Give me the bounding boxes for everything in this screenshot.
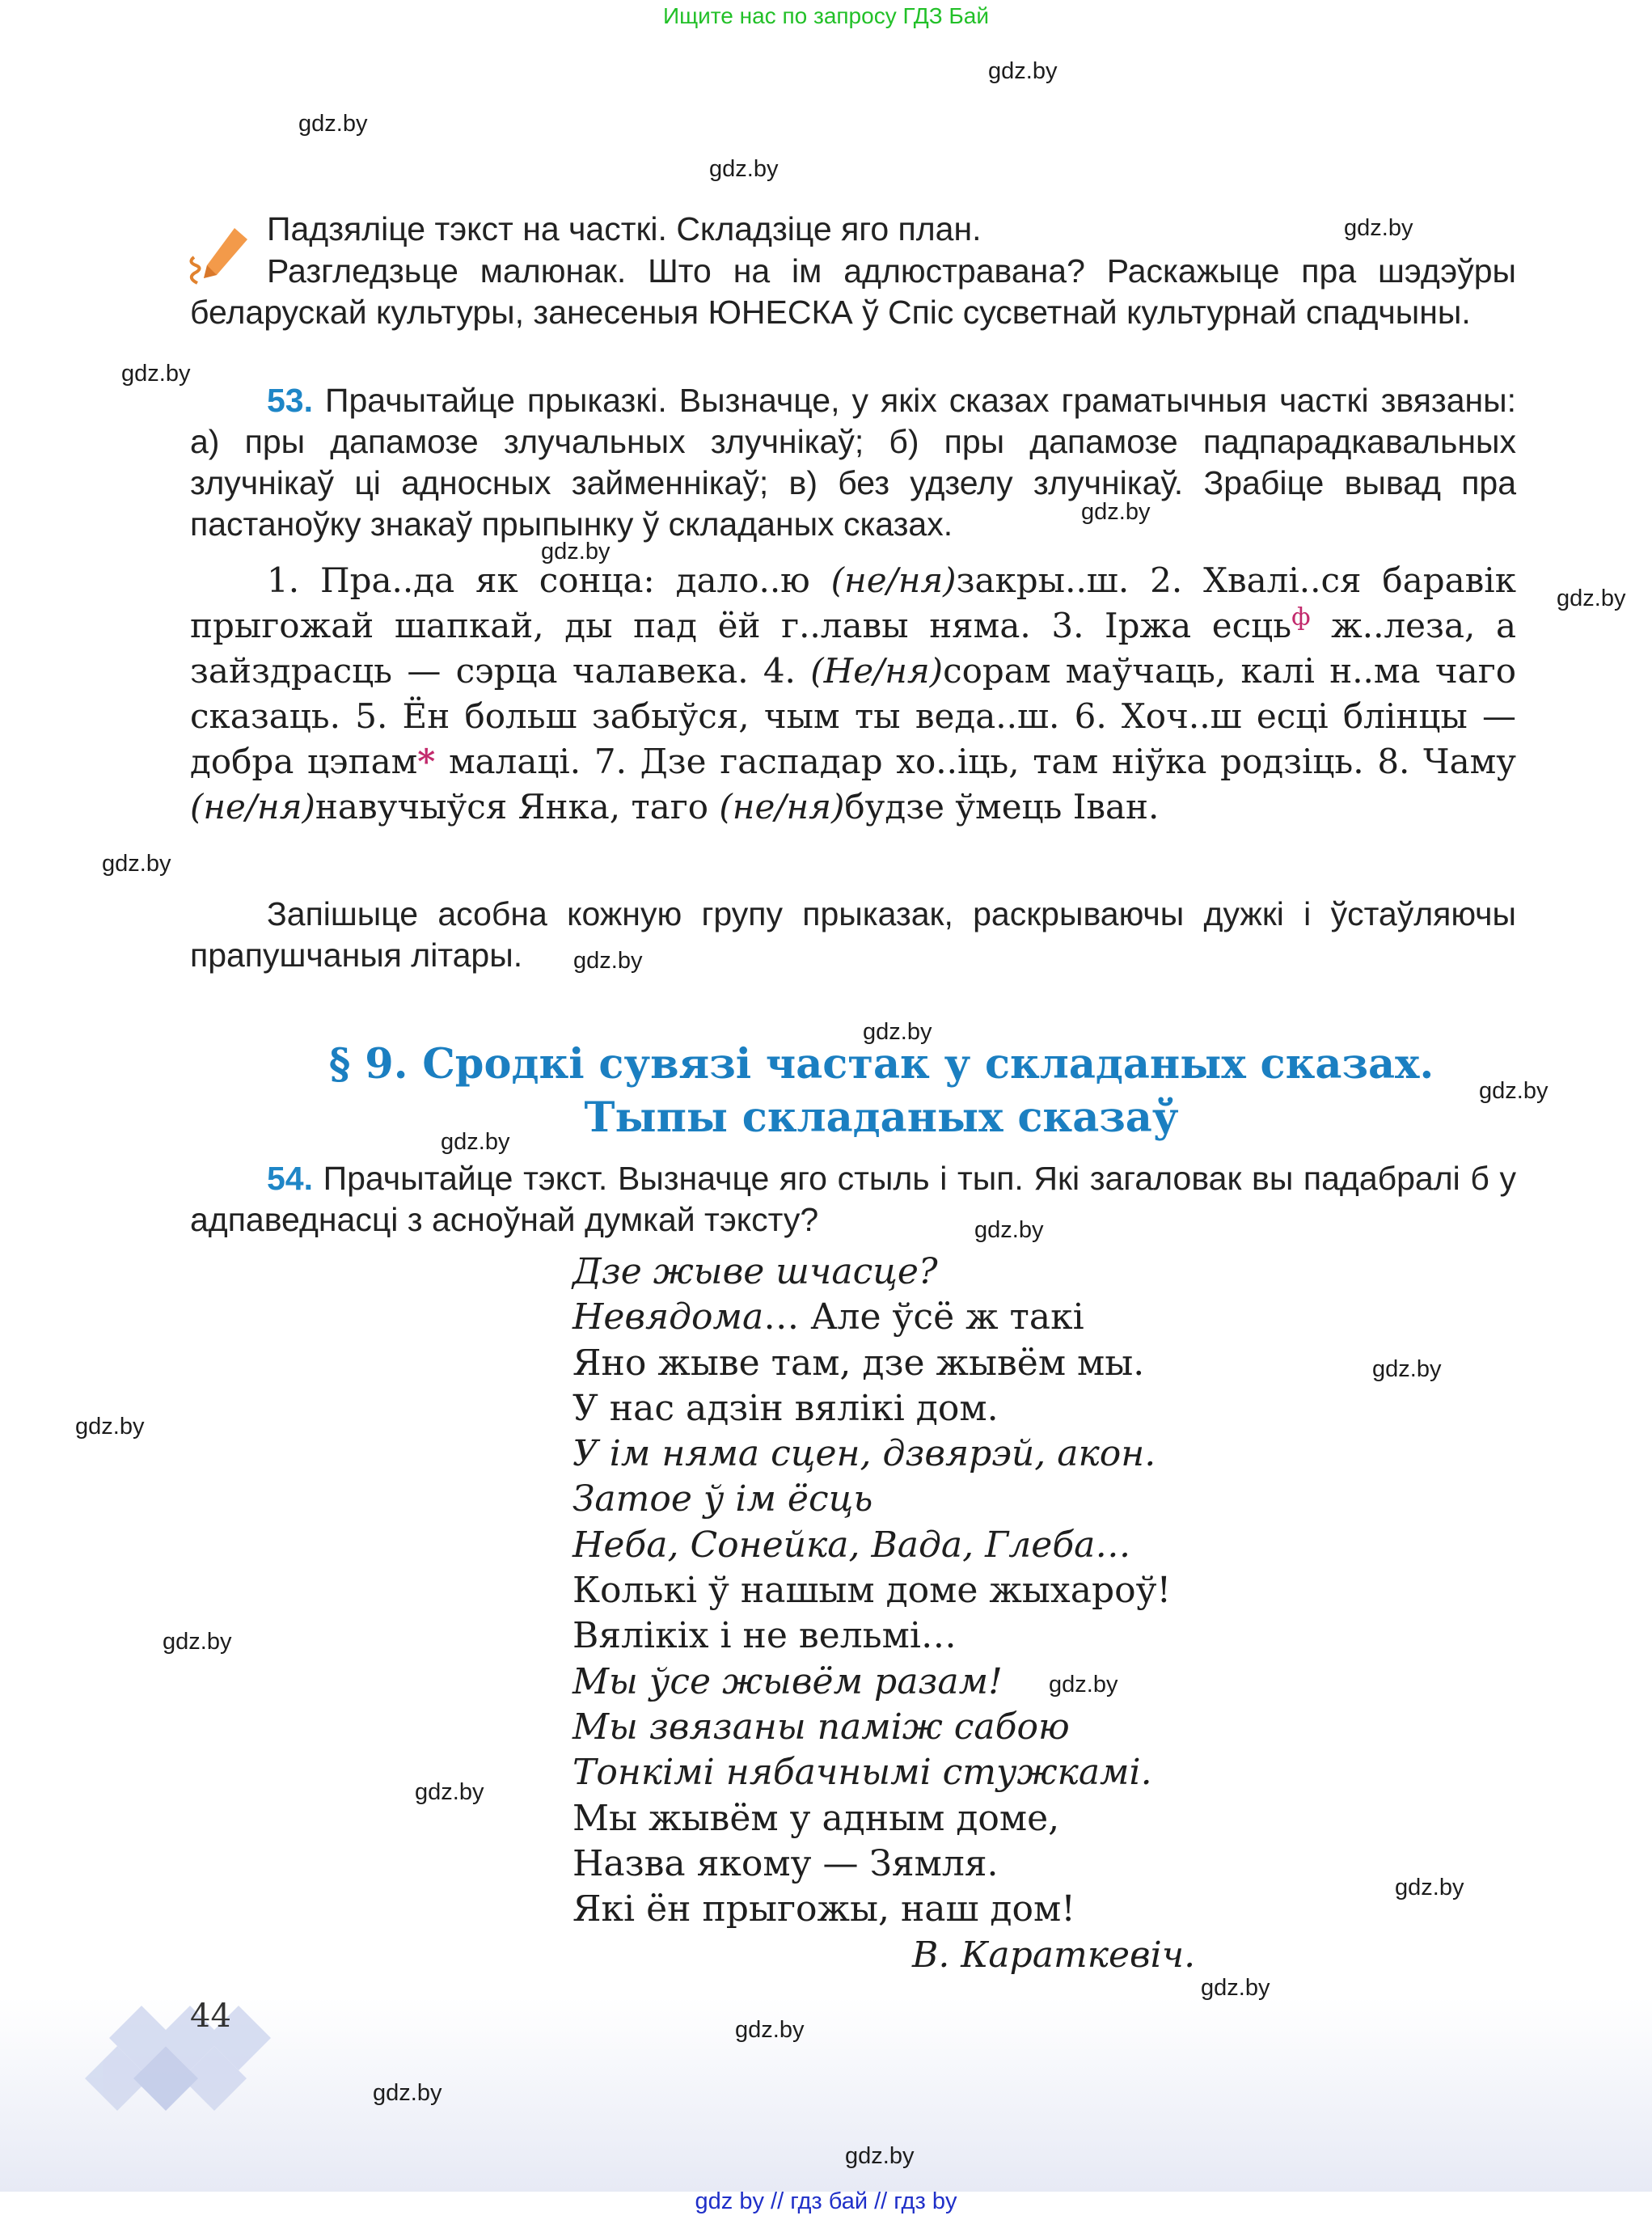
poem-line: Мы жывём у адным доме, [572, 1797, 1060, 1839]
poem-line: Які ён прыгожы, наш дом! [572, 1888, 1075, 1930]
watermark: gdz.by [974, 1217, 1044, 1243]
watermark: gdz.by [988, 58, 1058, 84]
watermark: gdz.by [1479, 1078, 1548, 1104]
proverbs-fragment: закры..ш. 2. Хвалі..ся баравік прыгожай шапкай, ды пад ёй г..лавы няма. 3. Іржа есць [190, 560, 1516, 645]
watermark: gdz.by [845, 2143, 915, 2169]
proverbs-fragment: навучыўся Янка, таго [315, 787, 720, 827]
intro-instruction [267, 209, 1516, 250]
poem-line [572, 1295, 1171, 1340]
exercise-task-text: Прачытайце прыказкі. Вызначце, у якіх сказах граматычныя часткі звязаны: а) пры дапамозе злучальных злучнікаў; б) пры дапамозе падпарадкавальных злучнікаў ці адносных займеннікаў; в) без удзелу злучнікаў. Зрабіце вывад пра пастаноўку знакаў прыпынку ў складаных сказах. [190, 382, 1516, 543]
poem-line: Тонкімі нябачнымі стужкамі. [572, 1752, 1152, 1794]
bracket-choice: (не/ня) [719, 787, 845, 827]
watermark: gdz.by [573, 948, 643, 974]
watermark: gdz.by [121, 361, 191, 387]
watermark: gdz.by [1344, 215, 1413, 241]
watermark: gdz.by [1557, 586, 1626, 611]
bracket-choice: (не/ня) [830, 560, 957, 600]
section-heading-line: § 9. Сродкі сувязі частак у складаных сказах. [328, 1040, 1434, 1089]
bracket-choice: (Не/ня) [810, 651, 944, 691]
watermark: gdz.by [373, 2080, 442, 2106]
poem-line: Дзе жыве шчасце? [572, 1251, 938, 1292]
watermark: gdz.by [102, 851, 171, 877]
bracket-choice: (не/ня) [190, 787, 315, 827]
watermark: gdz.by [298, 111, 368, 137]
poem-line: Назва якому — Зямля. [572, 1842, 999, 1884]
proverbs-text [190, 558, 1516, 830]
proverbs-fragment: будзе ўмець Іван. [844, 787, 1160, 827]
poem-line: Мы звязаны паміж сабою [572, 1706, 1070, 1748]
poem-line: Неба, Сонейка, Вада, Глеба… [572, 1524, 1131, 1566]
exercise-53-task [190, 380, 1516, 545]
poem-line: У нас адзін вялікі дом. [572, 1387, 999, 1429]
proverbs-fragment: малаці. 7. Дзе гаспадар хо..іць, там ніўка родзіць. 8. Чаму [435, 742, 1516, 781]
watermark: gdz.by [709, 156, 779, 182]
phraseology-mark: ф [1291, 603, 1311, 632]
poem-line: Яно жыве там, дзе жывём мы. [572, 1342, 1145, 1384]
watermark: gdz.by [863, 1019, 932, 1045]
watermark: gdz.by [75, 1414, 145, 1440]
poem [572, 1249, 1171, 1932]
poem-line: У ім няма сцен, дзвярэй, акон. [572, 1433, 1156, 1475]
bottom-links[interactable]: gdz by // гдз бай // гдз by [695, 2188, 957, 2214]
exercise-53-after: Запішыце асобна кожную групу прыказак, раскрываючы дужкі і ўстаўляючы прапушчаныя літары. [190, 895, 1516, 974]
poem-line: Вялікіх і не вельмі… [572, 1615, 957, 1657]
poem-line-part: Невядома [572, 1296, 764, 1338]
exercise-54-task [190, 1158, 1516, 1241]
watermark: gdz.by [1201, 1975, 1270, 2001]
top-banner[interactable]: Ищите нас по запросу ГДЗ Бай [662, 3, 990, 28]
intro-instruction: Разгледзьце малюнак. Што на ім адлюстравана? Раскажыце пра шэдэўры беларускай культуры, занесеныя ЮНЕСКА ў Спіс сусветнай культурнай спадчыны. [190, 252, 1516, 331]
watermark: gdz.by [163, 1629, 232, 1655]
watermark: gdz.by [1372, 1356, 1442, 1382]
watermark: gdz.by [1081, 499, 1151, 525]
watermark: gdz.by [1395, 1875, 1464, 1901]
proverbs-fragment: ж..леза, а зайздрасць — сэрца чалавека. 4. [190, 606, 1516, 691]
exercise-number: 53. [267, 382, 313, 419]
watermark: gdz.by [735, 2017, 805, 2043]
watermark: gdz.by [1049, 1672, 1118, 1698]
proverbs-fragment: сорам маўчаць, калі н..ма чаго сказаць. 5. Ён больш забыўся, чым ты веда..ш. 6. Хоч..ш есці блінцы — добра цэпам [190, 651, 1516, 781]
poem-line: Мы ўсе жывём разам! [572, 1660, 1003, 1702]
exercise-task-text: Прачытайце тэкст. Вызначце яго стыль і тып. Які загаловак вы падабралі б у адпаведнасці з асноўнай думкай тэксту? [190, 1160, 1516, 1238]
section-heading-line: Тыпы складаных сказаў [584, 1093, 1179, 1142]
dictionary-star: * [417, 742, 436, 781]
watermark: gdz.by [415, 1779, 484, 1805]
section-heading [186, 1038, 1577, 1144]
watermark: gdz.by [441, 1129, 510, 1155]
proverbs-fragment: 1. Пра..да як сонца: дало..ю [267, 560, 831, 600]
watermark: gdz.by [541, 539, 611, 564]
intro-line: Падзяліце тэкст на часткі. Складзіце яго план. [267, 210, 982, 247]
poem-author: В. Караткевіч. [912, 1934, 1196, 1976]
poem-line: Колькі ў нашым доме жыхароў! [572, 1570, 1172, 1612]
poem-line: Затое ў ім ёсць [572, 1478, 873, 1520]
page-number: 44 [190, 1998, 231, 2035]
poem-line-part: … Але ўсё ж такі [763, 1296, 1084, 1338]
exercise-number: 54. [267, 1160, 313, 1197]
